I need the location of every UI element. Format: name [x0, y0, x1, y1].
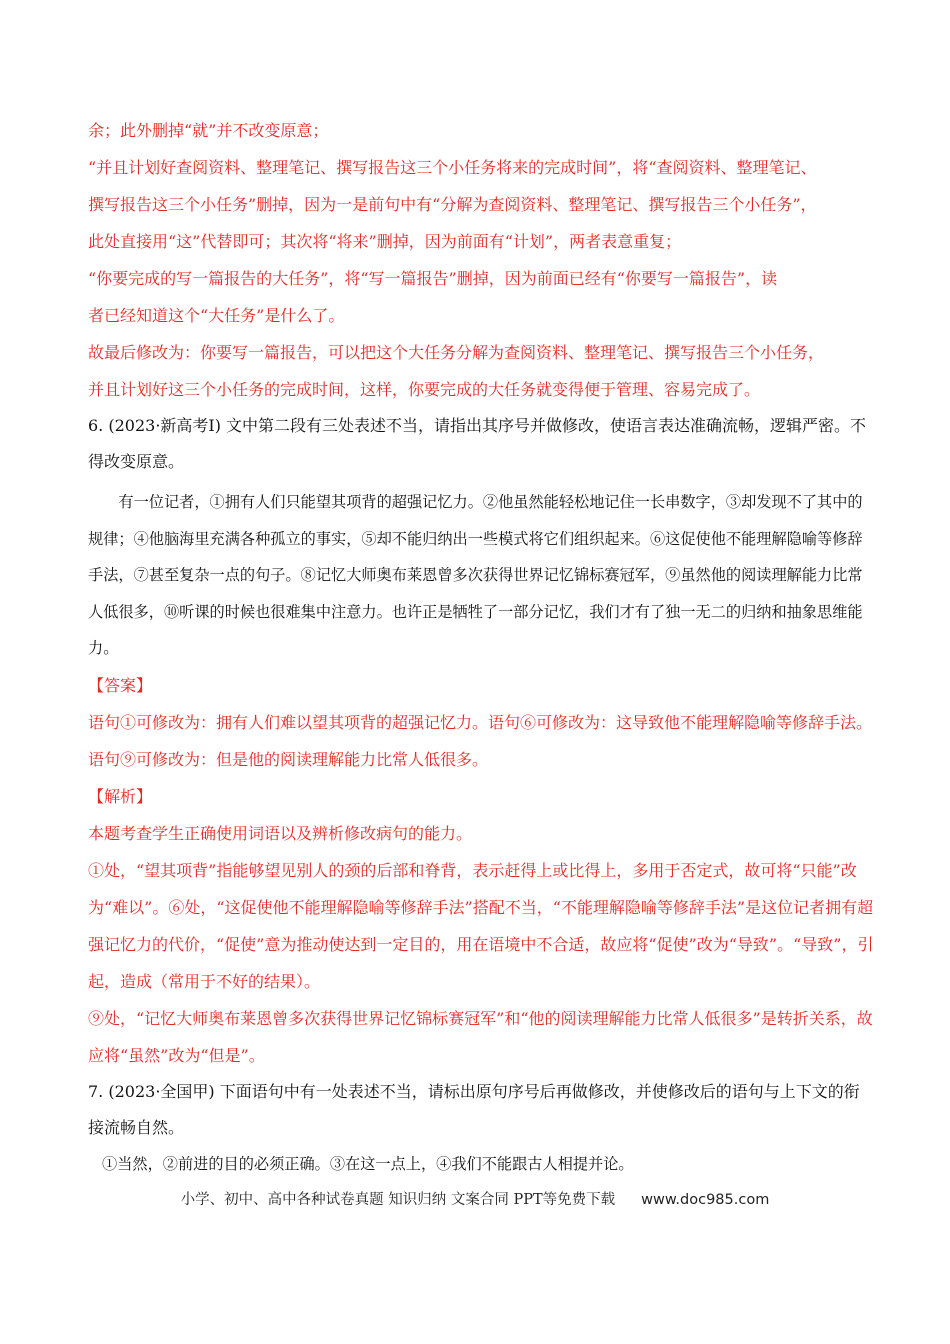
question-6-passage: 有一位记者，①拥有人们只能望其项背的超强记忆力。②他虽然能轻松地记住一长串数字，③却发现不了其中的规律；④他脑海里充满各种孤立的事实，⑤却不能归纳出一些模式将它们组织起来。⑥这促使他不能理解隐喻等修辞手法，⑦甚至复杂一点的句子。⑧记忆大师奥布莱恩曾多次获得世界记忆锦标赛冠军，⑨虽然他的阅读理解能力比常人低很多，⑩听课的时候也很难集中注意力。也许正是牺牲了一部分记忆，我们才有了独一无二的归纳和抽象思维能力。: [88, 493, 863, 657]
footer-site-link[interactable]: www.doc985.com: [641, 1192, 770, 1208]
explanation-line-5: “你要完成的写一篇报告的大任务”，将“写一篇报告”删掉，因为前面已经有“你要写一篇报告”，读: [88, 269, 778, 288]
explanation-line-7: 故最后修改为：你要写一篇报告，可以把这个大任务分解为查阅资料、整理笔记、撰写报告三个小任务，: [88, 343, 825, 362]
answer-tag: 【答案】: [88, 675, 153, 695]
explanation-line-8: 并且计划好这三个小任务的完成时间，这样，你要完成的大任务就变得便于管理、容易完成了。: [88, 380, 761, 399]
explanation-line-6: 者已经知道这个“大任务”是什么了。: [88, 306, 345, 325]
analysis-text-3: ⑨处，“记忆大师奥布莱恩曾多次获得世界记忆锦标赛冠军”和“他的阅读理解能力比常人低很多”是转折关系，故应将“虽然”改为“但是”。: [88, 1008, 873, 1065]
explanation-line-1: 余；此外删掉“就”并不改变原意；: [88, 121, 329, 140]
footer-text: 小学、初中、高中各种试卷真题 知识归纳 文案合同 PPT等免费下载: [180, 1192, 616, 1208]
explanation-line-2: “并且计划好查阅资料、整理笔记、撰写报告这三个小任务将来的完成时间”，将“查阅资料、整理笔记、: [88, 158, 817, 177]
explanation-line-4: 此处直接用“这”代替即可；其次将“将来”删掉，因为前面有“计划”，两者表意重复；: [88, 232, 682, 251]
question-7-sentences: ①当然，②前进的目的必须正确。③在这一点上，④我们不能跟古人相提并论。: [102, 1154, 634, 1173]
question-7-prompt: 7. (2023·全国甲) 下面语句中有一处表述不当，请标出原句序号后再做修改，并使修改后的语句与上下文的衔接流畅自然。: [88, 1081, 860, 1137]
analysis-text-2: ①处，“望其项背”指能够望见别人的颈的后部和脊背，表示赶得上或比得上，多用于否定式，故可将“只能”改为“难以”。⑥处，“这促使他不能理解隐喻等修辞手法”搭配不当，“不能理解隐喻等修辞手法”是这位记者拥有超强记忆力的代价，“促使”意为推动使达到一定目的，用在语境中不合适，故应将“促使”改为“导致”。“导致”，引起，造成（常用于不好的结果）。: [88, 860, 874, 991]
page-footer: [0, 1188, 950, 1209]
explanation-line-3: 撰写报告这三个小任务”删掉，因为一是前句中有“分解为查阅资料、整理笔记、撰写报告三个小任务”，: [88, 195, 817, 214]
question-6-prompt: 6. (2023·新高考Ⅰ) 文中第二段有三处表述不当，请指出其序号并做修改，使语言表达准确流畅，逻辑严密。不得改变原意。: [88, 416, 867, 471]
answer-text: 语句①可修改为：拥有人们难以望其项背的超强记忆力。语句⑥可修改为：这导致他不能理解隐喻等修辞手法。语句⑨可修改为：但是他的阅读理解能力比常人低很多。: [88, 712, 873, 769]
analysis-text-1: 本题考查学生正确使用词语以及辨析修改病句的能力。: [88, 823, 473, 843]
document-body: [88, 112, 874, 1182]
analysis-tag: 【解析】: [88, 786, 153, 806]
